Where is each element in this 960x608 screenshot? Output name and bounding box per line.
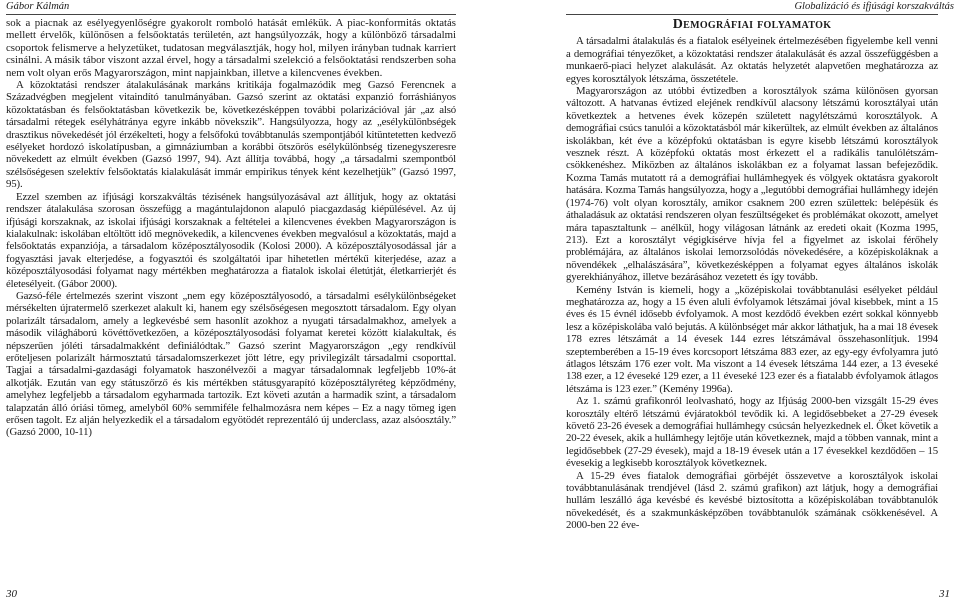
page-number: 31 xyxy=(939,588,950,600)
section-title: Demográfiai folyamatok xyxy=(672,17,832,32)
paragraph: A közoktatási rendszer átalakulásának markáns kritikája fogalmazódik meg Gazsó Ferencnek a Századvégben megjelent vitaindító tanulmányában. Gazsó szerint az oktatási expanzió forráshiányos közoktatásban és felsőoktatásban következik be, következésképpen további polarizációval jár „az alsó társadalmi rétegek esélyhátránya egyre inkább növekszik”. Hangsúlyozza, hogy az „esélykülönbségek drasztikus növekedését jól érzékelteti, hogy a felsőfokú továbbtanulás szempontjából kitüntetetten kedvező esélyeket hordozó iskolatípusban, a gimnáziumban a korábbi ötszörös esélykülönbség tizenegyszeresre növekedett az elmúlt években (Gazsó 1997, 94). Azt állítja továbbá, hogy „a társadalmi szempontból szélsőségesen szelektív felsőoktatás kialakulását immár empirikus tények ként kezelhetjük” (Gazsó 1997, 95). xyxy=(6,79,456,191)
header-rule xyxy=(566,14,938,15)
paragraph: sok a piacnak az esélyegyenlőségre gyakorolt romboló hatását emlékük. A piac-konformitás oktatás mellett érvelők, különösen a felsőoktatás területén, azt hangsúlyozzák, hogy a különböző társadalmi csoportok felismerve a helyzetüket, tudatosan megválasztják, hogy hol, milyen irányban tudnak karriert csinálni. A másik tábor viszont azzal érvel, hogy a társadalmi szelekció a felsőoktatási rendszerben soha nem volt olyan erős Magyarországon, mint napjainkban, illetve a kilencvenes években. xyxy=(6,17,456,79)
paragraph: Gazsó-féle értelmezés szerint viszont „nem egy középosztályosodó, a társadalmi esélykülönbségeket mérsékelten újratermelő szerkezet alakult ki, hanem egy szélsőségesen megosztott társadalom. Egy olyan polarizált társadalom, amely a legkevésbé sem hasonlít azokhoz a nyugati társadalmakhoz, amelyek a második világháború kövéttővetkezően, a középosztályosodási folyamat keretei között kialakultak, és népszerűen jóléti társadalmakként definiálódtak.” Gazsó szerint Magyarországon „egy rendkívül erőteljesen polarizált hármosztatú társadalomszerkezet jött létre, egy privilegizált társadalmi csoporttal. Tagjai a társadalmi-gazdasági folyamatok haszonélvezői a magyar társadalomnak legfeljebb 10%-át alkotják. Ezután van egy státuszőrző és kis mértékben státusgyarapító középosztályréteg képződmény, amelyhez legfeljebb a társadalom egyharmada tartozik. Ezt követi azután a harmadik szint, a társadalom talapzatán álló óriási tömeg, amelyből 60% semmiféle felhalmozásra nem képes – Ez a nagy tömeg igen erősen tagolt. Ez alján helyezkedik el a társadalom egyötödét reprezentáló új underclass, azaz alsóosztály.” (Gazsó 2000, 10-11) xyxy=(6,289,456,439)
running-head-author: Gábor Kálmán xyxy=(6,1,70,12)
running-head-title: Globalizáció és ifjúsági korszakváltás xyxy=(794,1,954,12)
left-text-column xyxy=(6,17,456,439)
paragraph: A társadalmi átalakulás és a fiatalok esélyeinek értelmezésében figyelembe kell venni a demográfiai tényezőket, a közoktatási rendszer átalakulását és azzal összefüggésben a munkaerő-piaci helyzet alakulását. Az oktatás helyzetét alapvetően meghatározza az egyes korosztályok létszáma, összetétele. xyxy=(566,35,938,85)
right-text-column xyxy=(566,17,938,532)
paragraph: Az 1. számú grafikonról leolvasható, hogy az Ifjúság 2000-ben vizsgált 15-29 éves korosztály eltérő létszámú évjáratokból tevődik ki. A legidősebbeket a 27-29 évesek követő 23-26 évesek a demográfiai hullámhegy csúcsán helyezkednek el. Őket követik a 20-22 évesek, akik a hullámhegy lejtője után következnek, majd a többen vannak, mint a legidősebbek (27-29 évesek), majd a 18-19 évesek után a 17 évesekkel kezdődően – 15 évesekig a legkisebb korosztályok következnek. xyxy=(566,395,938,470)
paragraph: A 15-29 éves fiatalok demográfiai görbéjét összevetve a korosztályok iskolai továbbtanulásának trendjével (lásd 2. számú grafikon) azt látjuk, hogy a demográfiai hullám leszálló ága kevésbé és kevésbé biztosította a középiskolában továbbtanulók növekedését, és a szakmunkásképzőben továbbtanulók számának csökkenésével. A 2000-ben 22 éve- xyxy=(566,469,938,532)
page-number: 30 xyxy=(6,588,17,600)
right-page xyxy=(480,0,960,608)
paragraph: Magyarországon az utóbbi évtizedben a korosztályok száma különösen gyorsan változott. A hatvanas évtized elejének rendkívül alacsony létszámú korosztályai után következtek a hetvenes évek közepén született nagylétszámú korosztályok. A demográfiai csúcs tanulói a közoktatásból már kikerültek, az elmúlt években az általános iskolákban, két éve a középfokú oktatásban is egyre kisebb létszámú korosztályok vesznek részt. A középfokú oktatás most érkezett el a radikális tanulólétszám-csökkenéshez. Miközben az általános iskolákban ez a folyamat lassan befejeződik. Kozma Tamás mutatott rá a demográfiai hullámhegyek és völgyek oktatásra gyakorolt hatására. Kozma Tamás hangsúlyozza, hogy a „legutóbbi demográfiai hullámhegy idején (1974-76) volt olyan korosztály, amikor csaknem 200 ezren születtek: belépésük és áthaladásuk az oktatási rendszeren olyan feszültségeket és problémákat okozott, amelyet mára tapasztaltunk – anélkül, hogy világosan látnánk az eredeti okait (Kozma 1995, 213). Ezt a korosztályt végigkísérve hívja fel a figyelmet az iskolai férőhely problémájára, az általános iskolai lemorzsolódás növekedésére, a középiskoláknak a növendékek „elhalászására”, következésképpen a folyamat egyes általános iskolák gyerekhiányához, illetve bezárásához vezetett és így tovább. xyxy=(566,85,938,284)
paragraph: Kemény István is kiemeli, hogy a „középiskolai továbbtanulási esélyeket például meghatározza az, hogy a 15 éven aluli évfolyamok létszámai jóval kisebbek, mint a 15 éves és 15 évnél idősebb évfolyamok. A most kezdődő években ezért sokkal könnyebb lesz a középiskolába való bejutás. A különbséget már akkor láthatjuk, ha a mai 18 évesek 178 ezres létszámát a 14 évesek 144 ezres létszámával összehasonlítjuk. 1994 szeptemberében a 15-19 éves korcsoport létszáma 883 ezer, az egy-egy évfolyamra jutó átlagos létszám 176 ezer volt. Ma viszont a 14 évesek létszáma 144 ezer, a 13 éveseké 138 ezer, a 12 éveseké 129 ezer, a 11 éveseké 123 ezer és a fiatalabb évfolyamok átlagos létszáma is 123 ezer.” (Kemény 1996a). xyxy=(566,283,938,395)
header-rule xyxy=(6,14,456,15)
paragraph: Ezzel szemben az ifjúsági korszakváltás tézisének hangsúlyozásával azt állítjuk, hogy az oktatási rendszer átalakulása szorosan összefügg a magántulajdonon alapuló piacgazdaság kiépülésével. Az új ifjúsági korszaknak, az iskolai ifjúsági korszaknak a feltételei a kilencvenes években Magyarországon is kialakulnak: iskolában eltöltött idő megnövekedik, a kilencvenes években megvalósul a közoktatás, majd a felsőoktatás expanziója, a társadalom középosztályosodik (Kolosi 2000). A középosztályosodással jár a fogyasztási javak elterjedése, a fogyasztói és szolgáltatói ipar hihetetlen mértékű kiterjedése, azaz a középosztályosodási folyamat nagy mértékben meghatározza a fiatalok iskolai életútját, életkarrierjét és életesélyeit. (Gábor 2000). xyxy=(6,190,456,290)
